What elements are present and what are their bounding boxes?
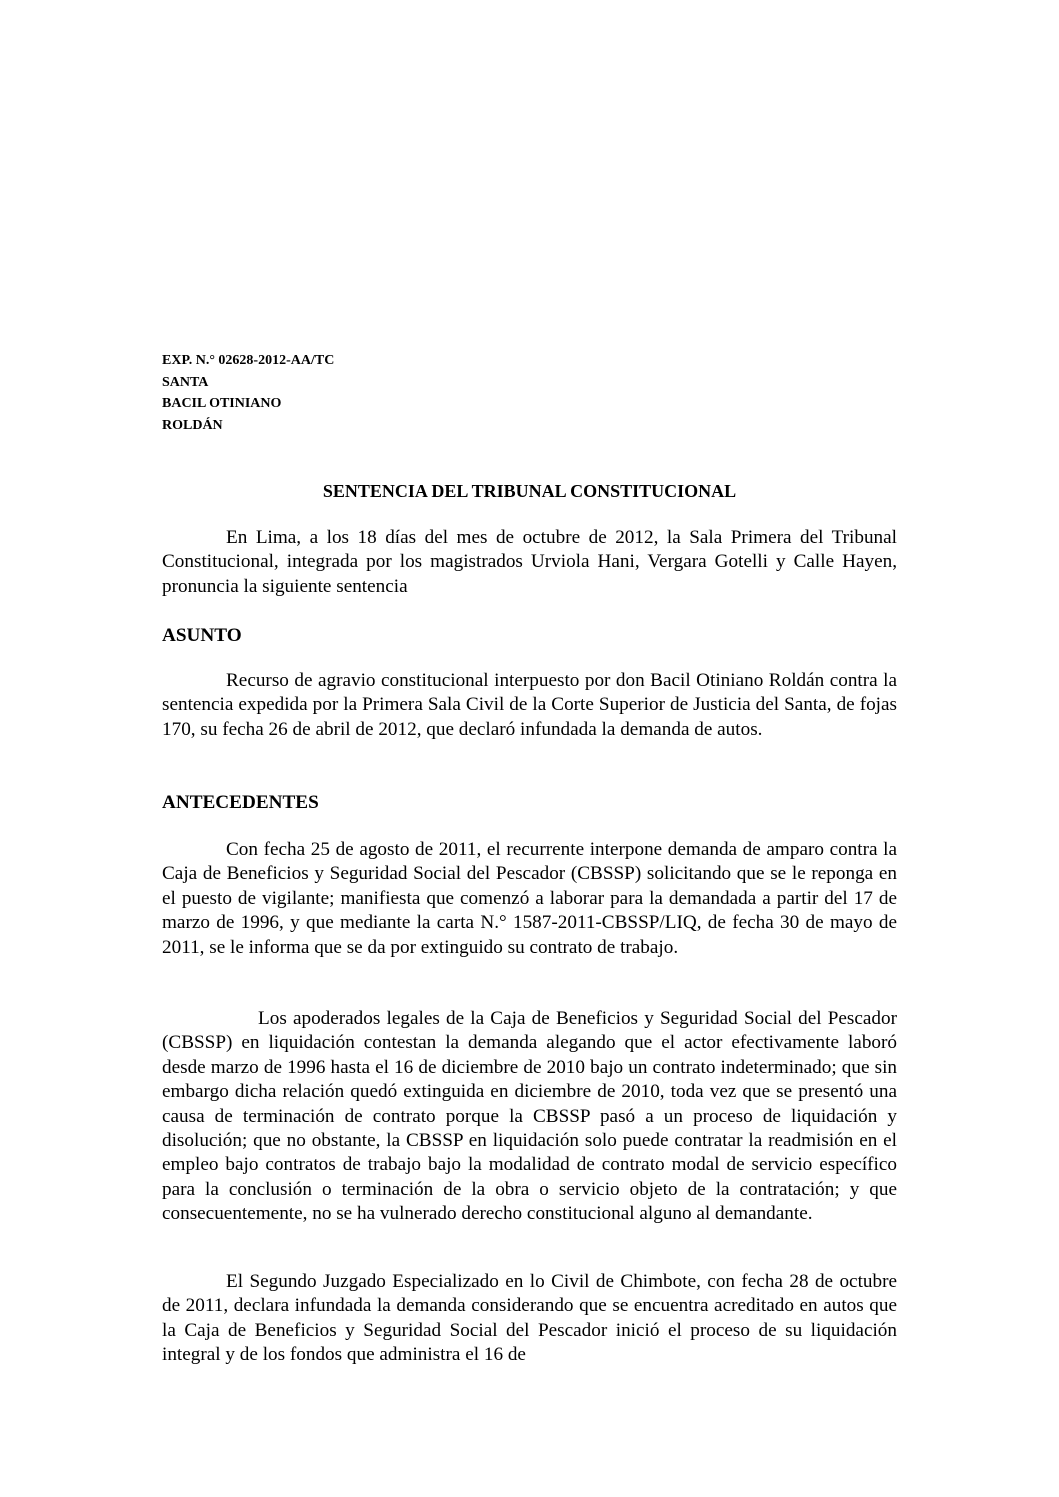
antecedentes-paragraph-3: El Segundo Juzgado Especializado en lo Civil de Chimbote, con fecha 28 de octubre de 2011, declara infundada la demanda considerando que se encuentra acreditado en autos que la Caja de Beneficios y Seguridad Social del Pescador inició el proceso de su liquidación integral y de los fondos que administra el 16 de	[162, 1271, 897, 1366]
case-party-surname: ROLDÁN	[162, 417, 223, 433]
asunto-paragraph: Recurso de agravio constitucional interpuesto por don Bacil Otiniano Roldán contra la sentencia expedida por la Primera Sala Civil de la Corte Superior de Justicia del Santa, de fojas 170, su fecha 26 de abril de 2012, que declaró infundada la demanda de autos.	[162, 670, 897, 740]
document-title: SENTENCIA DEL TRIBUNAL CONSTITUCIONAL	[322, 481, 737, 501]
case-district: SANTA	[162, 374, 209, 390]
antecedentes-paragraph-1: Con fecha 25 de agosto de 2011, el recurrente interpone demanda de amparo contra la Caja de Beneficios y Seguridad Social del Pescador (CBSSP) solicitando que se le reponga en el puesto de vigilante; manifiesta que comenzó a laborar para la demandada a partir del 17 de marzo de 1996, y que mediante la carta N.° 1587-2011-CBSSP/LIQ, de fecha 30 de mayo de 2011, se le informa que se da por extinguido su contrato de trabajo.	[162, 839, 897, 958]
case-party-name: BACIL OTINIANO	[162, 396, 282, 411]
case-number: EXP. N.° 02628-2012-AA/TC	[162, 353, 335, 368]
antecedentes-paragraph-2: Los apoderados legales de la Caja de Beneficios y Seguridad Social del Pescador (CBSSP) en liquidación contestan la demanda alegando que el actor efectivamente laboró desde marzo de 1996 hasta el 16 de diciembre de 2010 bajo un contrato indeterminado; que sin embargo dicha relación quedó extinguida en diciembre de 2010, toda vez que se presentó una causa de terminación de contrato porque la CBSSP pasó a un proceso de liquidación y disolución; que no obstante, la CBSSP en liquidación solo puede contratar la readmisión en el empleo bajo contratos de trabajo bajo la modalidad de contrato modal de servicio específico para la conclusión o terminación de la obra o servicio objeto de la contratación; y que consecuentemente, no se ha vulnerado derecho constitucional alguno al demandante.	[162, 1008, 897, 1225]
asunto-heading: ASUNTO	[162, 625, 242, 646]
intro-paragraph: En Lima, a los 18 días del mes de octubre de 2012, la Sala Primera del Tribunal Constitucional, integrada por los magistrados Urviola Hani, Vergara Gotelli y Calle Hayen, pronuncia la siguiente sentencia	[162, 527, 897, 597]
case-header	[162, 350, 334, 436]
antecedentes-heading: ANTECEDENTES	[162, 792, 319, 813]
